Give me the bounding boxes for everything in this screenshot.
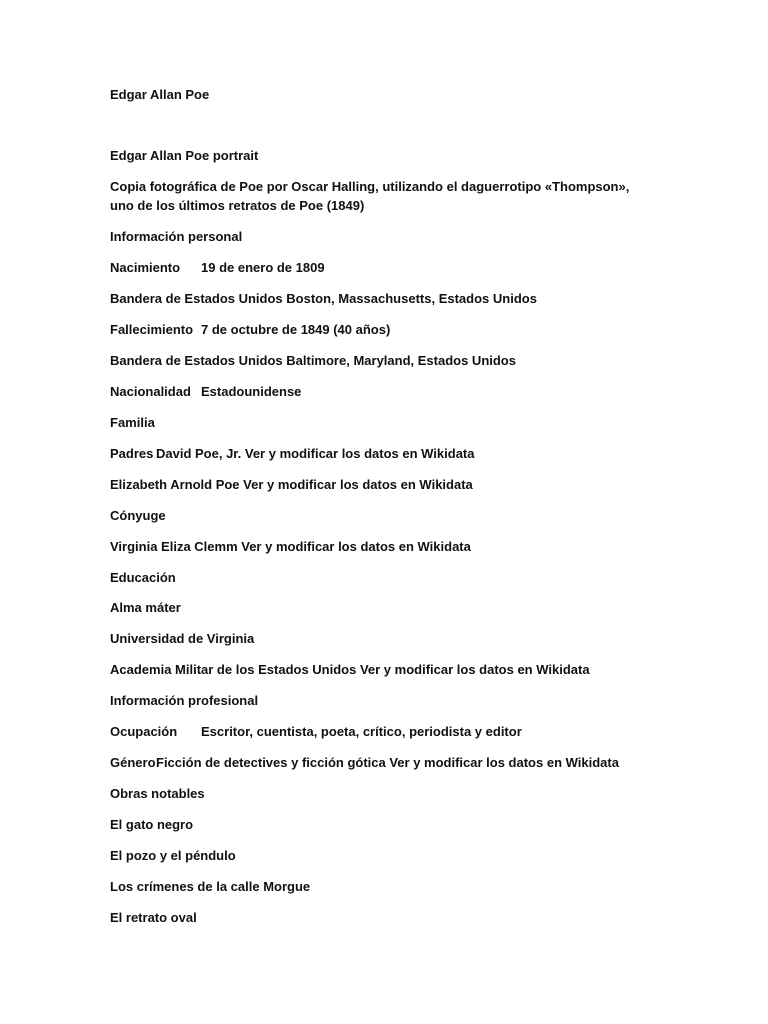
notable-work-item: El pozo y el péndulo: [110, 848, 236, 863]
spouse-label: Cónyuge: [110, 508, 166, 523]
death-row: [110, 320, 655, 339]
death-place: Bandera de Estados Unidos Baltimore, Maryland, Estados Unidos: [110, 353, 516, 368]
notable-work-item: El retrato oval: [110, 910, 197, 925]
notable-work-item: Los crímenes de la calle Morgue: [110, 879, 311, 894]
page-title: Edgar Allan Poe: [110, 87, 210, 102]
death-label: Fallecimiento: [110, 322, 194, 337]
birth-date: 19 de enero de 1809: [201, 260, 325, 275]
nationality-label: Nacionalidad: [110, 384, 191, 399]
parents-label: Padres: [110, 446, 154, 461]
genre-row: [110, 753, 655, 772]
birth-row: [110, 258, 655, 277]
portrait-caption: Edgar Allan Poe portrait: [110, 148, 259, 163]
academy-value: Academia Militar de los Estados Unidos Ver y modificar los datos en Wikidata: [110, 662, 590, 677]
occupation-row: [110, 722, 655, 741]
occupation-label: Ocupación: [110, 724, 178, 739]
death-date: 7 de octubre de 1849 (40 años): [201, 322, 391, 337]
occupation-value: Escritor, cuentista, poeta, crítico, periodista y editor: [201, 724, 522, 739]
genre-label: Género: [110, 755, 156, 770]
notable-work-item: El gato negro: [110, 817, 194, 832]
notable-works-label: Obras notables: [110, 786, 205, 801]
birth-place: Bandera de Estados Unidos Boston, Massachusetts, Estados Unidos: [110, 291, 537, 306]
nationality-row: [110, 382, 655, 401]
alma-mater-label: Alma máter: [110, 600, 181, 615]
education-heading: Educación: [110, 570, 176, 585]
mother-value: Elizabeth Arnold Poe Ver y modificar los datos en Wikidata: [110, 477, 473, 492]
parents-row: [110, 444, 655, 463]
birth-label: Nacimiento: [110, 260, 181, 275]
personal-info-heading: Información personal: [110, 229, 243, 244]
family-heading: Familia: [110, 415, 155, 430]
spouse-value: Virginia Eliza Clemm Ver y modificar los datos en Wikidata: [110, 539, 471, 554]
professional-info-heading: Información profesional: [110, 693, 259, 708]
university-value: Universidad de Virginia: [110, 631, 255, 646]
father-value: David Poe, Jr. Ver y modificar los datos en Wikidata: [156, 446, 475, 461]
genre-value: Ficción de detectives y ficción gótica Ver y modificar los datos en Wikidata: [156, 755, 619, 770]
nationality-value: Estadounidense: [201, 384, 302, 399]
photo-credit: Copia fotográfica de Poe por Oscar Halling, utilizando el daguerrotipo «Thompson», uno de los últimos retratos de Poe (1849): [110, 179, 630, 213]
